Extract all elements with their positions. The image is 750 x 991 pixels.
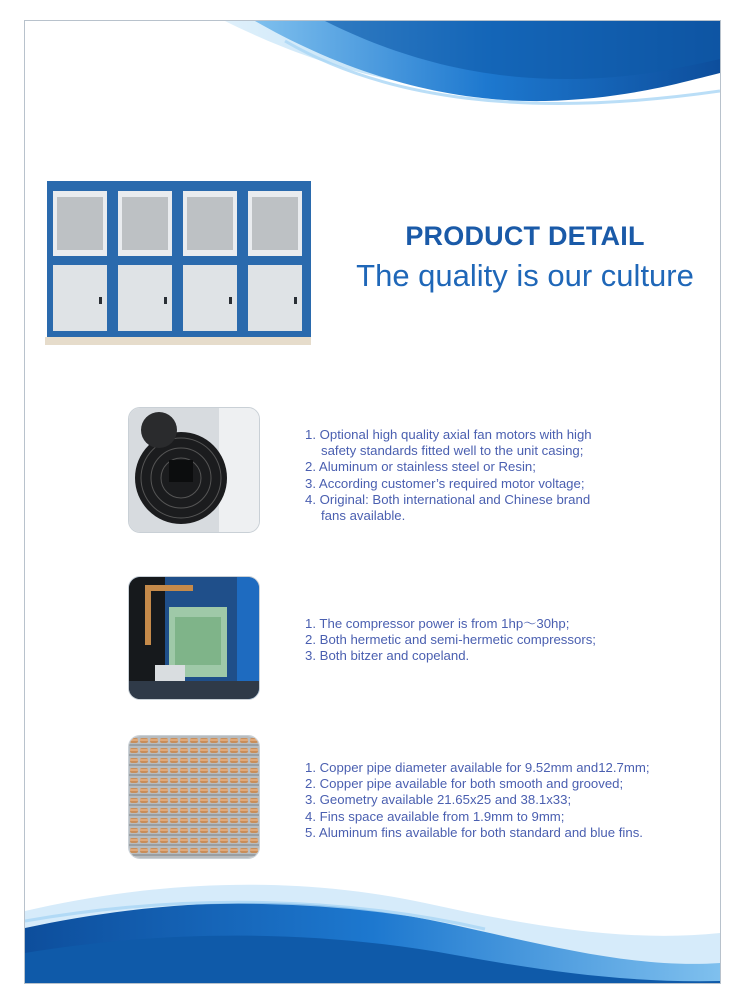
axial-fan-motor-photo: [128, 407, 260, 533]
list-item: 1. Copper pipe diameter available for 9.52mm and12.7mm;: [305, 760, 650, 775]
document-page: [24, 20, 721, 984]
bottom-wave-decoration: [25, 873, 720, 983]
section-heading: [355, 221, 695, 294]
list-item: safety standards fitted well to the unit casing;: [321, 443, 584, 459]
top-wave-decoration: [25, 21, 720, 131]
compressor-feature-list: [305, 616, 721, 665]
list-item: 3. Both bitzer and copeland.: [305, 648, 470, 664]
list-item: 2. Copper pipe available for both smooth and grooved;: [305, 776, 624, 792]
compressor-photo: [128, 576, 260, 700]
condensing-unit-photo: [41, 179, 316, 347]
list-item: 1. Optional high quality axial fan motors with high: [305, 427, 592, 442]
list-item: 2. Both hermetic and semi-hermetic compressors;: [305, 632, 596, 648]
list-item: fans available.: [321, 508, 406, 524]
copper-coil-fins-photo: [128, 735, 260, 859]
list-item: 4. Fins space available from 1.9mm to 9mm;: [305, 808, 565, 824]
list-item: 4. Original: Both international and Chinese brand: [305, 491, 591, 507]
list-item: 3. Geometry available 21.65x25 and 38.1x33;: [305, 792, 572, 808]
fan-feature-list: [305, 427, 721, 524]
heading-subtitle: The quality is our culture: [356, 258, 694, 293]
heading-title: PRODUCT DETAIL: [405, 221, 645, 251]
list-item: 3. According customer’s required motor voltage;: [305, 475, 585, 491]
list-item: 1. The compressor power is from 1hp～30hp;: [305, 616, 570, 631]
coil-feature-list: [305, 760, 721, 841]
list-item: 5. Aluminum fins available for both standard and blue fins.: [305, 824, 643, 840]
list-item: 2. Aluminum or stainless steel or Resin;: [305, 459, 536, 475]
